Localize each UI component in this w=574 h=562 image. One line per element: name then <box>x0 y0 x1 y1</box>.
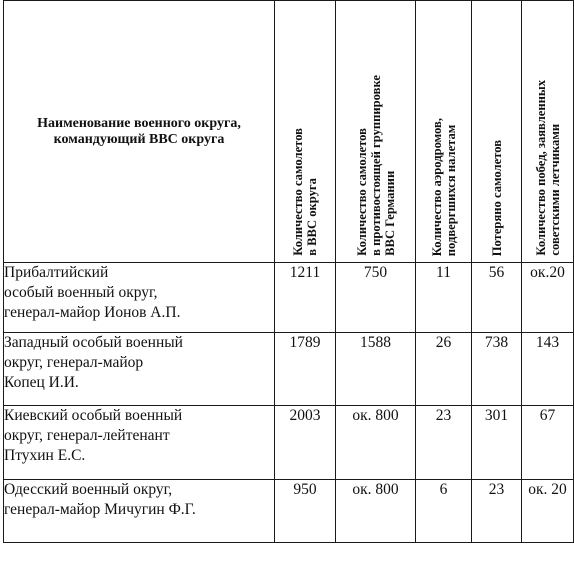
cell-airfields: 6 <box>416 480 472 543</box>
cell-airfields: 26 <box>416 333 472 406</box>
cell-aircraft-count: 2003 <box>275 406 336 480</box>
header-district <box>4 1 275 263</box>
header-lost-text: Потеряно самолетов <box>489 139 504 256</box>
table-row <box>4 333 574 406</box>
header-opposing-count-text: Количество самолетов в противостоящей группировке ВВС Германии <box>354 75 397 256</box>
cell-opposing-count: 1588 <box>336 333 416 406</box>
cell-airfields: 11 <box>416 263 472 333</box>
table-row <box>4 263 574 333</box>
cell-victories: 143 <box>522 333 574 406</box>
cell-lost: 301 <box>472 406 522 480</box>
cell-opposing-count: ок. 800 <box>336 406 416 480</box>
cell-district: Киевский особый военный округ, генерал-лейтенант Птухин Е.С. <box>4 406 275 480</box>
aviation-losses-table <box>3 0 574 543</box>
cell-victories: ок.20 <box>522 263 574 333</box>
cell-lost: 56 <box>472 263 522 333</box>
header-lost <box>472 1 522 263</box>
header-district-text: Наименование военного округа, командующий ВВС округа <box>37 115 241 147</box>
table-header-row <box>4 1 574 263</box>
table-row <box>4 406 574 480</box>
header-victories <box>522 1 574 263</box>
header-opposing-count <box>336 1 416 263</box>
cell-opposing-count: ок. 800 <box>336 480 416 543</box>
cell-aircraft-count: 1789 <box>275 333 336 406</box>
header-aircraft-count-text: Количество самолетов в ВВС округа <box>291 128 319 256</box>
cell-lost: 23 <box>472 480 522 543</box>
cell-district: Прибалтийский особый военный округ, генерал-майор Ионов А.П. <box>4 263 275 333</box>
header-victories-text: Количество побед, заявленных советскими летчиками <box>533 80 562 256</box>
header-airfields <box>416 1 472 263</box>
cell-victories: ок. 20 <box>522 480 574 543</box>
cell-airfields: 23 <box>416 406 472 480</box>
cell-aircraft-count: 950 <box>275 480 336 543</box>
cell-aircraft-count: 1211 <box>275 263 336 333</box>
cell-opposing-count: 750 <box>336 263 416 333</box>
header-aircraft-count <box>275 1 336 263</box>
cell-lost: 738 <box>472 333 522 406</box>
cell-district: Западный особый военный округ, генерал-майор Копец И.И. <box>4 333 275 406</box>
table-row <box>4 480 574 543</box>
header-airfields-text: Количество аэродромов, подвергшихся налетам <box>429 117 458 256</box>
cell-district: Одесский военный округ, генерал-майор Мичугин Ф.Г. <box>4 480 275 543</box>
cell-victories: 67 <box>522 406 574 480</box>
